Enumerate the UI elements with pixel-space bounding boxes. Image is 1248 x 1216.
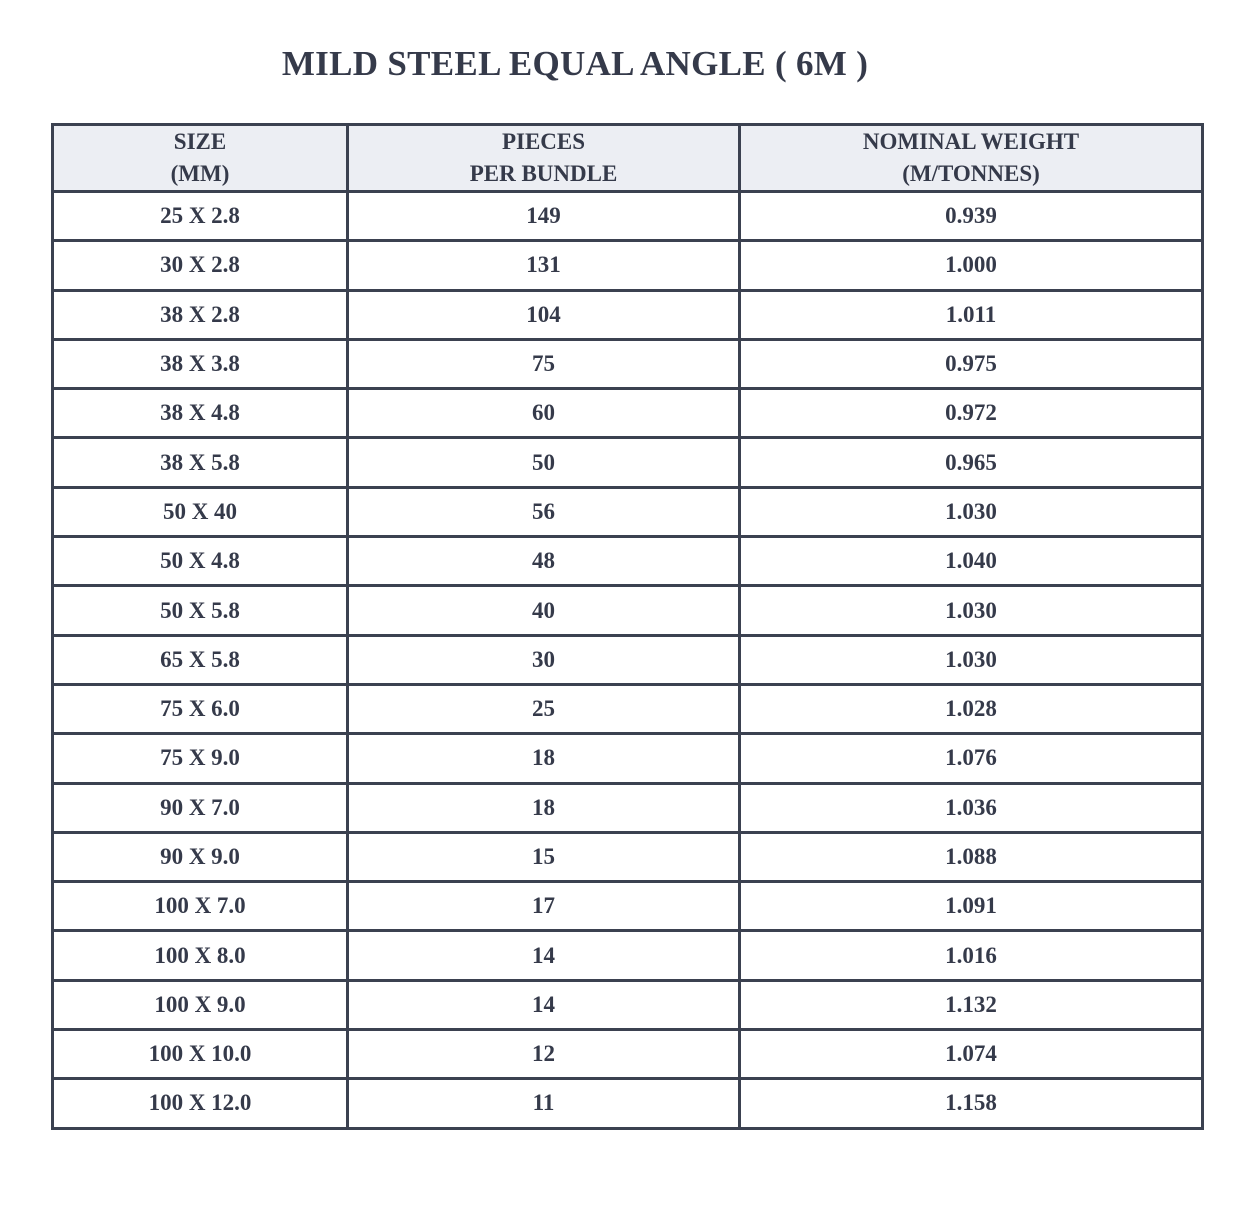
pieces-cell: 104 <box>348 290 740 339</box>
header-pieces <box>348 125 740 192</box>
pieces-cell: 14 <box>348 980 740 1029</box>
header-size <box>53 125 348 192</box>
size-cell: 30 X 2.8 <box>53 241 348 290</box>
weight-cell: 1.016 <box>740 931 1203 980</box>
weight-cell: 1.030 <box>740 586 1203 635</box>
size-cell: 100 X 7.0 <box>53 882 348 931</box>
pieces-cell: 14 <box>348 931 740 980</box>
header-weight-line2: (M/TONNES) <box>902 161 1040 186</box>
table-row <box>53 882 1203 931</box>
table-row <box>53 290 1203 339</box>
table-row <box>53 438 1203 487</box>
pieces-cell: 12 <box>348 1030 740 1079</box>
pieces-cell: 75 <box>348 339 740 388</box>
weight-cell: 0.965 <box>740 438 1203 487</box>
table-row <box>53 832 1203 881</box>
table-row <box>53 783 1203 832</box>
table-header <box>53 125 1203 192</box>
pieces-cell: 30 <box>348 635 740 684</box>
table-row <box>53 1030 1203 1079</box>
weight-cell: 1.011 <box>740 290 1203 339</box>
size-cell: 65 X 5.8 <box>53 635 348 684</box>
header-pieces-line2: PER BUNDLE <box>469 161 618 186</box>
header-row <box>53 125 1203 192</box>
pieces-cell: 25 <box>348 684 740 733</box>
pieces-cell: 149 <box>348 192 740 241</box>
pieces-cell: 48 <box>348 537 740 586</box>
table-body <box>53 192 1203 1129</box>
pieces-cell: 18 <box>348 734 740 783</box>
pieces-cell: 11 <box>348 1079 740 1128</box>
weight-cell: 1.040 <box>740 537 1203 586</box>
size-cell: 75 X 6.0 <box>53 684 348 733</box>
size-cell: 100 X 12.0 <box>53 1079 348 1128</box>
weight-cell: 1.030 <box>740 487 1203 536</box>
size-cell: 38 X 5.8 <box>53 438 348 487</box>
table-row <box>53 635 1203 684</box>
table-row <box>53 586 1203 635</box>
size-cell: 100 X 9.0 <box>53 980 348 1029</box>
weight-cell: 1.030 <box>740 635 1203 684</box>
table-row <box>53 339 1203 388</box>
pieces-cell: 18 <box>348 783 740 832</box>
table-row <box>53 684 1203 733</box>
weight-cell: 1.074 <box>740 1030 1203 1079</box>
header-weight <box>740 125 1203 192</box>
table-row <box>53 389 1203 438</box>
size-cell: 50 X 5.8 <box>53 586 348 635</box>
weight-cell: 0.939 <box>740 192 1203 241</box>
size-cell: 38 X 2.8 <box>53 290 348 339</box>
weight-cell: 1.028 <box>740 684 1203 733</box>
size-cell: 25 X 2.8 <box>53 192 348 241</box>
header-pieces-line1: PIECES <box>501 129 586 154</box>
table-row <box>53 487 1203 536</box>
table-row <box>53 931 1203 980</box>
weight-cell: 1.091 <box>740 882 1203 931</box>
size-cell: 100 X 8.0 <box>53 931 348 980</box>
weight-cell: 1.132 <box>740 980 1203 1029</box>
weight-cell: 0.972 <box>740 389 1203 438</box>
size-cell: 75 X 9.0 <box>53 734 348 783</box>
weight-cell: 1.088 <box>740 832 1203 881</box>
weight-cell: 1.036 <box>740 783 1203 832</box>
size-cell: 90 X 9.0 <box>53 832 348 881</box>
table-row <box>53 241 1203 290</box>
table-row <box>53 1079 1203 1128</box>
header-size-line1: SIZE <box>173 129 227 154</box>
table-row <box>53 734 1203 783</box>
steel-angle-table <box>51 123 1201 1130</box>
size-cell: 90 X 7.0 <box>53 783 348 832</box>
pieces-cell: 17 <box>348 882 740 931</box>
pieces-cell: 15 <box>348 832 740 881</box>
table-row <box>53 192 1203 241</box>
weight-cell: 1.158 <box>740 1079 1203 1128</box>
pieces-cell: 131 <box>348 241 740 290</box>
weight-cell: 1.000 <box>740 241 1203 290</box>
table-row <box>53 537 1203 586</box>
data-table <box>51 123 1204 1130</box>
size-cell: 38 X 4.8 <box>53 389 348 438</box>
weight-cell: 1.076 <box>740 734 1203 783</box>
pieces-cell: 50 <box>348 438 740 487</box>
pieces-cell: 56 <box>348 487 740 536</box>
size-cell: 38 X 3.8 <box>53 339 348 388</box>
pieces-cell: 60 <box>348 389 740 438</box>
weight-cell: 0.975 <box>740 339 1203 388</box>
header-size-line2: (MM) <box>170 161 230 186</box>
header-weight-line1: NOMINAL WEIGHT <box>862 129 1080 154</box>
table-row <box>53 980 1203 1029</box>
pieces-cell: 40 <box>348 586 740 635</box>
page-title: MILD STEEL EQUAL ANGLE ( 6M ) <box>281 44 869 83</box>
size-cell: 100 X 10.0 <box>53 1030 348 1079</box>
size-cell: 50 X 40 <box>53 487 348 536</box>
size-cell: 50 X 4.8 <box>53 537 348 586</box>
